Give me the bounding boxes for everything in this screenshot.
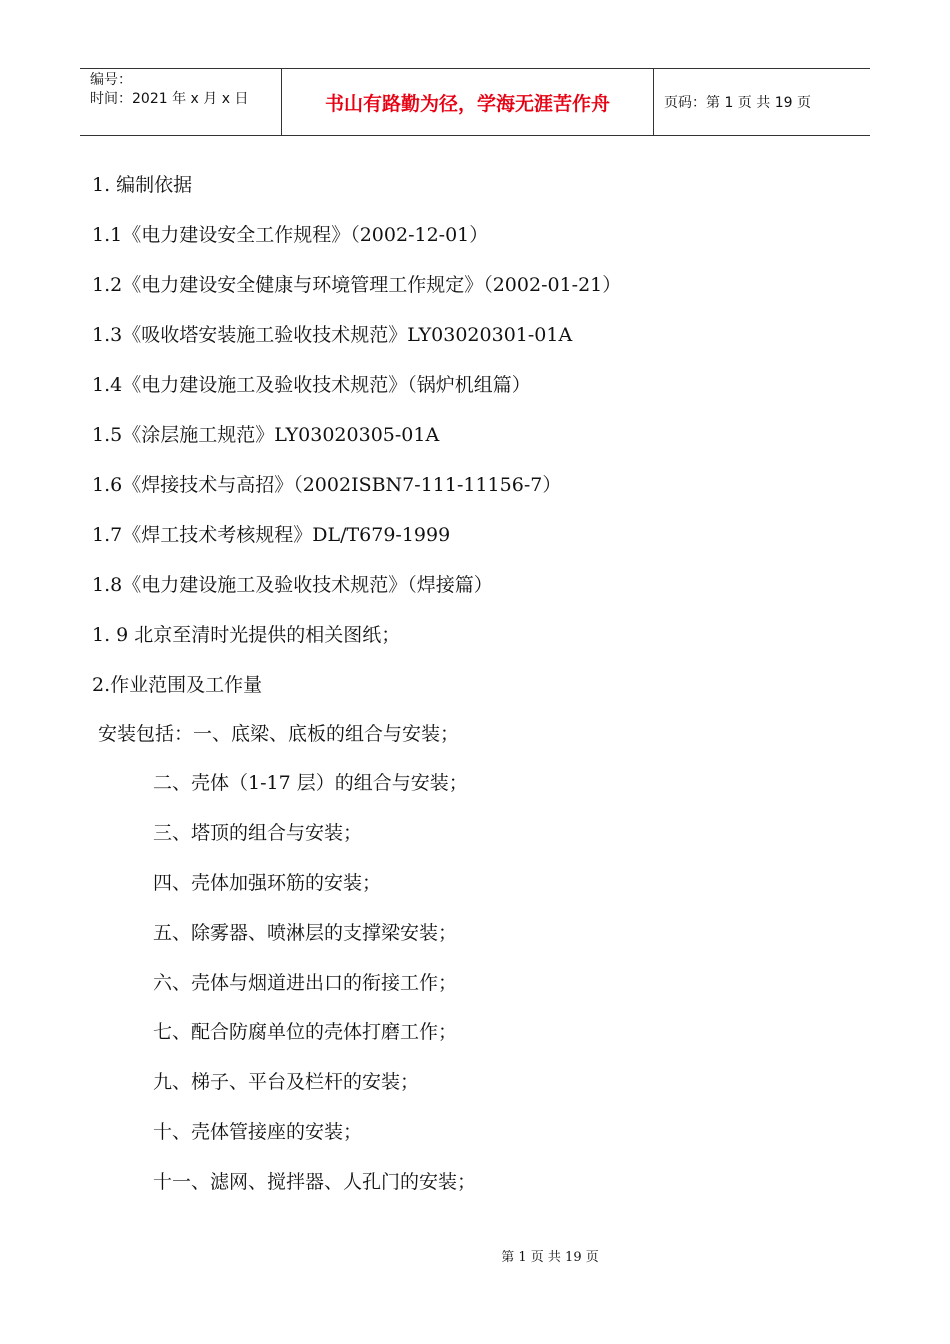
item-1-4: 1.4《电力建设施工及验收技术规范》（锅炉机组篇） xyxy=(92,374,531,396)
heading-1: 1. 编制依据 xyxy=(92,174,193,196)
motto: 书山有路勤为径，学海无涯苦作舟 xyxy=(282,69,654,135)
number-label: 编号： xyxy=(90,72,132,88)
scope-item: 七、配合防腐单位的壳体打磨工作； xyxy=(153,1021,458,1043)
page-info: 页码：第 1 页 共 19 页 xyxy=(664,95,811,111)
page-footer: 第 1 页 共 19 页 xyxy=(501,1250,599,1265)
scope-item: 二、壳体（1-17 层）的组合与安装； xyxy=(153,772,468,794)
item-1-9: 1. 9 北京至清时光提供的相关图纸； xyxy=(92,624,401,646)
scope-item: 五、除雾器、喷淋层的支撑梁安装； xyxy=(153,922,458,944)
scope-item: 六、壳体与烟道进出口的衔接工作； xyxy=(153,972,458,994)
item-1-5: 1.5《涂层施工规范》LY03020305-01A xyxy=(92,424,440,446)
heading-2: 2.作业范围及工作量 xyxy=(92,674,263,696)
time-label: 时间：2021 年 x 月 x 日 xyxy=(90,91,249,107)
item-1-8: 1.8《电力建设施工及验收技术规范》（焊接篇） xyxy=(92,574,493,596)
scope-item: 安装包括：一、底梁、底板的组合与安装； xyxy=(98,723,460,745)
scope-item: 四、壳体加强环筋的安装； xyxy=(153,872,382,894)
header-left-cell xyxy=(80,69,282,135)
item-1-2: 1.2《电力建设安全健康与环境管理工作规定》（2002-01-21） xyxy=(92,274,622,296)
item-1-7: 1.7《焊工技术考核规程》DL/T679-1999 xyxy=(92,524,451,546)
item-1-3: 1.3《吸收塔安装施工验收技术规范》LY03020301-01A xyxy=(92,324,573,346)
item-1-6: 1.6《焊接技术与高招》（2002ISBN7-111-11156-7） xyxy=(92,474,562,496)
scope-item: 三、塔顶的组合与安装； xyxy=(153,822,363,844)
document-header xyxy=(80,68,870,136)
scope-item: 十、壳体管接座的安装； xyxy=(153,1121,363,1143)
scope-item: 九、梯子、平台及栏杆的安装； xyxy=(153,1071,420,1093)
item-1-1: 1.1《电力建设安全工作规程》（2002-12-01） xyxy=(92,224,489,246)
scope-item: 十一、滤网、搅拌器、人孔门的安装； xyxy=(153,1171,477,1193)
